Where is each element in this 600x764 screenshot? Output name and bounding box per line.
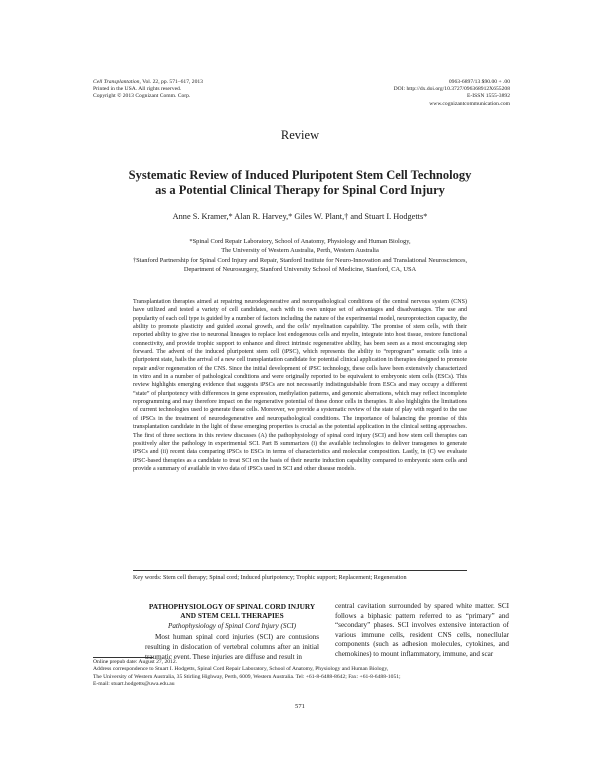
affiliation-line: Department of Neurosurgery, Stanford University School of Medicine, Stanford, CA, USA xyxy=(183,265,417,273)
title-line-1: Systematic Review of Induced Pluripotent Stem Cell Technology xyxy=(128,168,472,182)
body-column-right xyxy=(335,602,509,660)
journal-header xyxy=(93,79,203,101)
body-paragraph: central cavitation surrounded by spared white matter. SCI follows a biphasic pattern referred to as “primary” and “secondary” phases. SCI involves extensive interaction of various immune cells, resident CNS cells, nonecllular components (such as adhesion molecules, cytokines, and chemokines) to mount inflammatory, immune, and scar xyxy=(335,602,509,658)
eissn: E-ISSN 1555-3892 xyxy=(466,93,510,100)
title-line-2: as a Potential Clinical Therapy for Spinal Cord Injury xyxy=(155,183,445,197)
footnote-divider xyxy=(93,657,153,658)
affiliation-line: The University of Western Australia, Perth, Western Australia xyxy=(221,247,379,255)
online-date: Online prepub date: August 27, 2012. xyxy=(93,659,178,665)
issn: 0963-6897/13 $90.00 + .00 xyxy=(448,79,510,85)
affiliations xyxy=(60,237,540,274)
article-type: Review xyxy=(280,128,320,142)
section-heading-line: AND STEM CELL THERAPIES xyxy=(180,611,284,621)
abstract: Transplantation therapies aimed at repairing neurodegenerative and neuropathological conditions of the central nervous system (CNS) have utilized and tested a variety of cell candidates, each with its own unique set of advantages and disadvantages. The use and popularity of each cell type is guided by a number of factors including the nature of the experimental model, neuroprotection capacity, the ability to promote plasticity and guided axonal growth, and the cells’ myelination capability. The promise of stem cells, with their reported ability to give rise to neuronal lineages to replace lost endogenous cells and myelin, integrate into host tissue, restore functional connectivity, and provide trophic support to enhance and direct intrinsic regenerative ability, has been seen as a most encouraging step forward. The advent of the induced pluripotent stem cell (iPSC), which represents the ability to “reprogram” somatic cells into a pluripotent state, hails the arrival of a new cell transplantation candidate for potential clinical application in therapies designed to promote repair and/or regeneration of the CNS. Since the initial development of iPSC technology, these cells have been extensively characterized in vitro and in a number of pathological conditions and were originally reported to be equivalent to embryonic stem cells (ESCs). This review highlights emerging evidence that suggests iPSCs are not necessarily indistinguishable from ESCs and may occupy a different “state” of pluripotency with differences in gene expression, methylation patterns, and genomic aberrations, which may reflect incomplete reprogramming and may therefore impact on the regenerative potential of these donor cells in therapies. It also highlights the limitations of current technologies used to generate these cells. Moreover, we provide a systematic review of the state of play with regard to the use of iPSCs in the treatment of neurodegenerative and neuropathological conditions. The importance of balancing the promise of this transplantation candidate in the light of these emerging properties is crucial as the potential application in the clinical setting approaches. The first of three sections in this review discusses (A) the pathophysiology of spinal cord injury (SCI) and how stem cell therapies can positively alter the pathology in experimental SCI. Part B summarizes (i) the available technologies to deliver transgenes to generate iPSCs and (ii) recent data comparing iPSCs to ESCs in terms of characteristics and molecular composition. Lastly, in (C) we evaluate iPSC-based therapies as a candidate to treat SCI on the basis of their neurite induction capability compared to embryonic stem cells and provide a summary of available in vivo data of iPSCs used in SCI and other disease models. xyxy=(133,299,467,472)
journal-name: Cell Transplantation xyxy=(93,79,140,85)
copyright-note: Copyright © 2013 Cognizant Comm. Corp. xyxy=(93,93,191,100)
correspondence-email[interactable]: E-mail: stuart.hodgetts@uwa.edu.au xyxy=(93,680,175,687)
correspondence-address: Address correspondence to Stuart I. Hodgetts, Spinal Cord Repair Laboratory, School of Anatomy, Physiology and Human Biology, xyxy=(93,666,389,673)
keywords: Key words: Stem cell therapy; Spinal cord; Induced pluripotency; Trophic support; Replacement; Regeneration xyxy=(133,575,407,581)
body-column-left xyxy=(145,602,319,662)
keywords-divider xyxy=(133,570,467,571)
journal-citation xyxy=(93,79,203,86)
footnotes xyxy=(93,659,513,688)
printed-note: Printed in the USA. All rights reserved. xyxy=(93,86,182,93)
affiliation-line: †Stanford Partnership for Spinal Cord Injury and Repair, Stanford Institute for Neuro-Innovation and Translational Neurosciences, xyxy=(132,256,468,264)
doi-link[interactable]: DOI: http://dx.doi.org/10.3727/096368912X655208 xyxy=(393,86,510,93)
page-number: 571 xyxy=(295,703,305,710)
article-title xyxy=(80,168,520,198)
body-paragraph: Most human spinal cord injuries (SCI) are contusions resulting in dislocation of vertebral columns after an initial traumatic event. These injuries are diffuse and result in xyxy=(145,633,319,661)
citation-detail: , Vol. 22, pp. 571–617, 2013 xyxy=(139,79,203,85)
section-heading xyxy=(145,602,319,621)
subsection-heading: Pathophysiology of Spinal Cord Injury (SCI) xyxy=(167,621,297,630)
section-heading-line: PATHOPHYSIOLOGY OF SPINAL CORD INJURY xyxy=(148,602,316,611)
correspondence-address: The University of Western Australia, 35 Stirling Highway, Perth, 6009, Western Australia. Tel: +61-8-6488-8642; Fax: +61-8-6488-1051; xyxy=(93,673,401,680)
publisher-website[interactable]: www.cognizantcommunication.com xyxy=(429,100,510,107)
publication-info xyxy=(394,79,510,108)
author-list: Anne S. Kramer,* Alan R. Harvey,* Giles W. Plant,† and Stuart I. Hodgetts* xyxy=(172,212,428,221)
affiliation-line: *Spinal Cord Repair Laboratory, School of Anatomy, Physiology and Human Biology, xyxy=(189,238,411,245)
